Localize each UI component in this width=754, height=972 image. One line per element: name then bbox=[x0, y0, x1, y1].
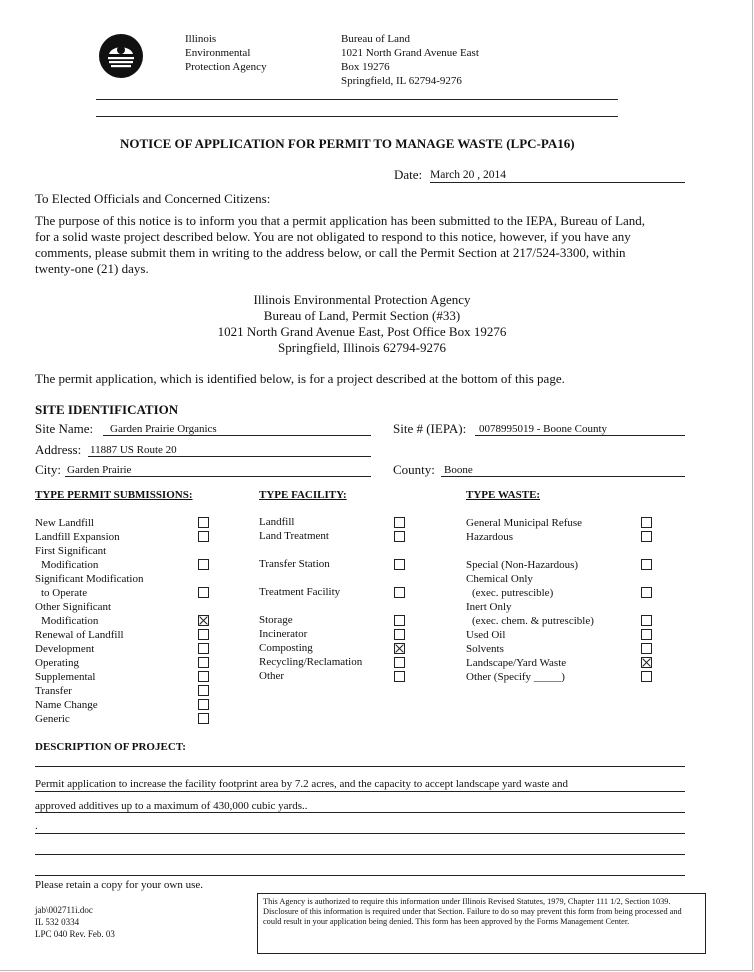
description-line: . bbox=[35, 820, 38, 832]
facility-item: Composting bbox=[259, 642, 313, 654]
facility-item: Storage bbox=[259, 614, 293, 626]
site-name-value: Garden Prairie Organics bbox=[110, 423, 217, 435]
submission-item: Development bbox=[35, 643, 95, 655]
agency-name: Illinois Environmental Protection Agency bbox=[185, 33, 267, 73]
checkbox-transfer[interactable] bbox=[198, 685, 209, 696]
facility-item: Other bbox=[259, 670, 285, 682]
waste-item: Used Oil bbox=[466, 629, 506, 641]
mailing-address: Illinois Environmental Protection Agency Bureau of Land, Permit Section (#33) 1021 North Grand Avenue East, Post Office Box 19276 Springfield, Illinois 62794-9276 bbox=[217, 292, 507, 355]
checkbox-landfill-expansion[interactable] bbox=[198, 531, 209, 542]
checkbox-facility-landfill[interactable] bbox=[394, 517, 405, 528]
site-number-underline bbox=[475, 435, 685, 436]
waste-item: Landscape/Yard Waste bbox=[466, 657, 567, 669]
site-identification-heading: SITE IDENTIFICATION bbox=[35, 402, 179, 417]
checkbox-treatment-facility[interactable] bbox=[394, 587, 405, 598]
facility-item: Land Treatment bbox=[259, 530, 329, 542]
checkbox-solvents[interactable] bbox=[641, 643, 652, 654]
address-value: 11887 US Route 20 bbox=[90, 444, 177, 456]
facility-item: Treatment Facility bbox=[259, 586, 341, 598]
description-rule bbox=[35, 766, 685, 767]
facility-item: Transfer Station bbox=[259, 558, 330, 570]
facility-item: Recycling/Reclamation bbox=[259, 656, 363, 668]
checkbox-storage[interactable] bbox=[394, 615, 405, 626]
checkbox-hazardous[interactable] bbox=[641, 531, 652, 542]
waste-item: Special (Non-Hazardous) bbox=[466, 559, 579, 571]
checkbox-facility-other[interactable] bbox=[394, 671, 405, 682]
checkbox-composting[interactable] bbox=[394, 643, 405, 654]
submission-item: Generic bbox=[35, 713, 70, 725]
submission-item: Operating bbox=[35, 657, 79, 669]
address-label: Address: bbox=[35, 442, 82, 457]
checkbox-inert-only[interactable] bbox=[641, 615, 652, 626]
city-label: City: bbox=[35, 462, 62, 477]
county-label: County: bbox=[393, 462, 435, 477]
type-facility-heading: TYPE FACILITY: bbox=[259, 489, 347, 501]
checkbox-landscape-yard-waste[interactable] bbox=[641, 657, 652, 668]
checkbox-name-change[interactable] bbox=[198, 699, 209, 710]
checkbox-waste-other[interactable] bbox=[641, 671, 652, 682]
agency-address: Bureau of Land 1021 North Grand Avenue East Box 19276 Springfield, IL 62794-9276 bbox=[341, 33, 479, 87]
checkbox-supplemental[interactable] bbox=[198, 671, 209, 682]
checkbox-recycling-reclamation[interactable] bbox=[394, 657, 405, 668]
checkbox-other-significant-modification[interactable] bbox=[198, 615, 209, 626]
submission-item: Renewal of Landfill bbox=[35, 629, 124, 641]
waste-item: Solvents bbox=[466, 643, 504, 655]
salutation: To Elected Officials and Concerned Citizens: bbox=[35, 191, 271, 206]
county-value: Boone bbox=[444, 464, 473, 476]
header-rule bbox=[96, 99, 618, 100]
city-underline bbox=[65, 476, 371, 477]
date-label: Date: bbox=[394, 167, 423, 182]
checkbox-used-oil[interactable] bbox=[641, 629, 652, 640]
description-heading: DESCRIPTION OF PROJECT: bbox=[35, 741, 186, 753]
waste-item: Inert Only (exec. chem. & putrescible) bbox=[466, 601, 594, 627]
checkbox-special-non-hazardous[interactable] bbox=[641, 559, 652, 570]
retain-copy-note: Please retain a copy for your own use. bbox=[35, 879, 204, 891]
facility-item: Incinerator bbox=[259, 628, 308, 640]
submission-item: Transfer bbox=[35, 685, 72, 697]
waste-item: General Municipal Refuse bbox=[466, 517, 583, 529]
checkbox-significant-modification-to-operate[interactable] bbox=[198, 587, 209, 598]
submission-item: Other Significant Modification bbox=[35, 601, 112, 627]
submission-item: Landfill Expansion bbox=[35, 531, 120, 543]
checkbox-first-significant-modification[interactable] bbox=[198, 559, 209, 570]
purpose-paragraph: The purpose of this notice is to inform you that a permit application has been submitted to the IEPA, Bureau of Land, for a solid waste project described below. You are not obligated to respond to this notice, however, if you have any comments, please submit them in writing to the address below, or call the Permit Section at 217/524-3300, within twenty-one (21) days. bbox=[35, 213, 646, 276]
submission-item: Supplemental bbox=[35, 671, 96, 683]
site-number-label: Site # (IEPA): bbox=[393, 421, 467, 436]
authority-notice-text: This Agency is authorized to require this information under Illinois Revised Statutes, 1979, Chapter 111 1/2, Section 1039. Disclosure of this information is required under that Section. Failure to do so may prevent this form from being processed and could result in your application being denied. This form has been approved by the Forms Management Center. bbox=[263, 897, 682, 926]
description-line: Permit application to increase the facility footprint area by 7.2 acres, and the capacity to accept landscape yard waste and bbox=[35, 778, 568, 790]
site-name-label: Site Name: bbox=[35, 421, 94, 436]
description-rule bbox=[35, 854, 685, 855]
checkbox-renewal-of-landfill[interactable] bbox=[198, 629, 209, 640]
date-value: March 20 , 2014 bbox=[430, 169, 507, 181]
description-rule bbox=[35, 812, 685, 813]
type-waste-heading: TYPE WASTE: bbox=[466, 489, 541, 501]
date-underline bbox=[430, 182, 685, 183]
facility-item: Landfill bbox=[259, 516, 295, 528]
description-line: approved additives up to a maximum of 430,000 cubic yards.. bbox=[35, 800, 308, 812]
address-underline bbox=[88, 456, 371, 457]
checkbox-chemical-only[interactable] bbox=[641, 587, 652, 598]
submission-item: Name Change bbox=[35, 699, 98, 711]
checkbox-generic[interactable] bbox=[198, 713, 209, 724]
checkbox-transfer-station[interactable] bbox=[394, 559, 405, 570]
checkbox-development[interactable] bbox=[198, 643, 209, 654]
waste-item: Chemical Only (exec. putrescible) bbox=[466, 573, 554, 599]
submission-item: First Significant Modification bbox=[35, 545, 107, 571]
illinois-epa-logo bbox=[98, 33, 144, 79]
checkbox-incinerator[interactable] bbox=[394, 629, 405, 640]
submission-item: New Landfill bbox=[35, 517, 94, 529]
authority-notice-box bbox=[257, 893, 706, 954]
waste-item: Hazardous bbox=[466, 531, 514, 543]
description-rule bbox=[35, 833, 685, 834]
header-rule bbox=[96, 116, 618, 117]
checkbox-new-landfill[interactable] bbox=[198, 517, 209, 528]
type-permit-submissions-heading: TYPE PERMIT SUBMISSIONS: bbox=[35, 489, 193, 501]
description-rule bbox=[35, 791, 685, 792]
checkbox-general-municipal-refuse[interactable] bbox=[641, 517, 652, 528]
form-title: NOTICE OF APPLICATION FOR PERMIT TO MANAGE WASTE (LPC-PA16) bbox=[120, 136, 575, 151]
checkbox-land-treatment[interactable] bbox=[394, 531, 405, 542]
city-value: Garden Prairie bbox=[67, 464, 132, 476]
document-identifiers: jab\002711i.doc IL 532 0334 LPC 040 Rev. Feb. 03 bbox=[35, 905, 115, 939]
submission-item: Significant Modification to Operate bbox=[35, 573, 144, 599]
permit-statement: The permit application, which is identified below, is for a project described at the bottom of this page. bbox=[35, 371, 565, 386]
site-name-underline bbox=[103, 435, 371, 436]
site-number-value: 0078995019 - Boone County bbox=[479, 423, 608, 435]
waste-item: Other (Specify _____) bbox=[466, 671, 565, 683]
checkbox-operating[interactable] bbox=[198, 657, 209, 668]
description-rule bbox=[35, 875, 685, 876]
county-underline bbox=[441, 476, 685, 477]
